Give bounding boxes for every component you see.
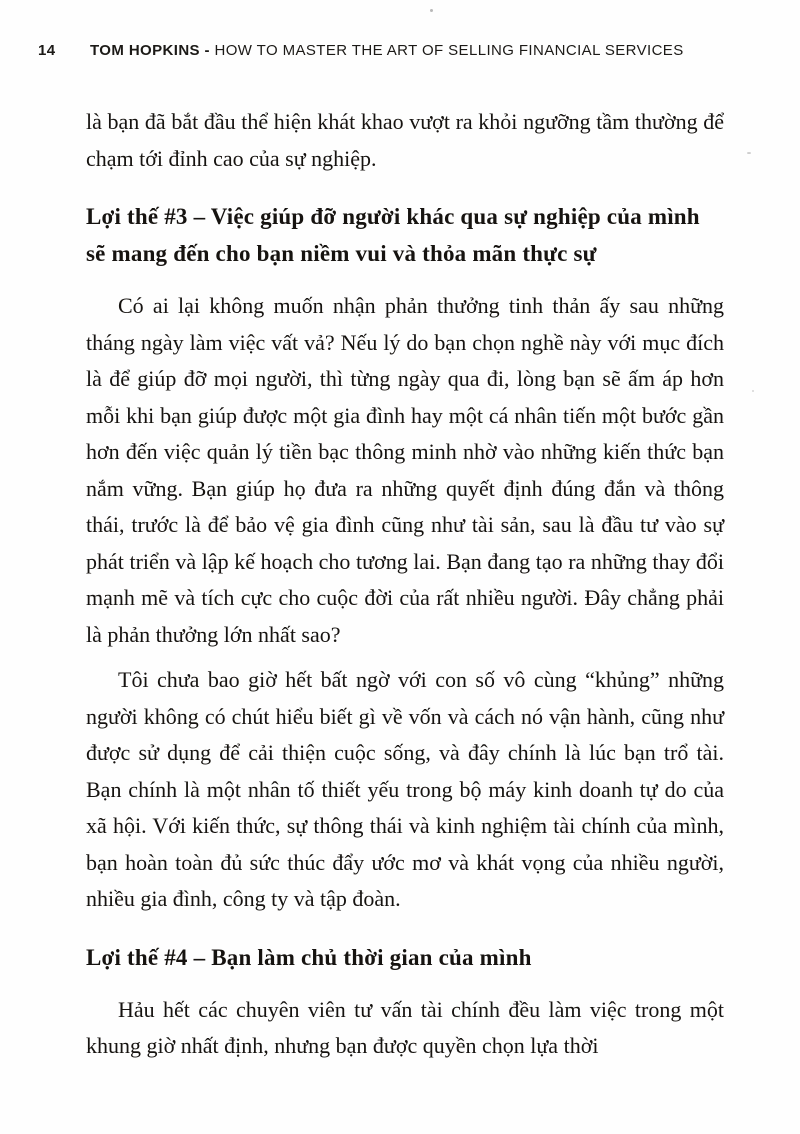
- paragraph-time: Hảu hết các chuyên viên tư vấn tài chính đều làm việc trong một khung giờ nhất định, nhưng bạn được quyền chọn lựa thời: [86, 996, 724, 1058]
- page-number: 14: [38, 42, 56, 59]
- scan-artifact-speck: [752, 390, 754, 392]
- section-heading-benefit-4: Lợi thế #4 – Bạn làm chủ thời gian của mình: [86, 944, 532, 970]
- section-heading-benefit-3: Lợi thế #3 – Việc giúp đỡ người khác qua sự nghiệp của mình sẽ mang đến cho bạn niềm vui và thỏa mãn thực sự: [86, 204, 700, 266]
- page-header: [38, 42, 750, 59]
- scan-artifact-speck: [747, 152, 751, 154]
- running-header-author: TOM HOPKINS -: [90, 42, 215, 59]
- paragraph-continued-from-previous-page: là bạn đã bắt đầu thể hiện khát khao vượt ra khỏi ngưỡng tầm thường để chạm tới đỉnh cao của sự nghiệp.: [86, 109, 724, 171]
- page-body: [86, 104, 724, 1074]
- scan-artifact-speck: [430, 9, 433, 12]
- paragraph-knowledge: Tôi chưa bao giờ hết bất ngờ với con số vô cùng “khủng” những người không có chút hiểu biết gì về vốn và cách nó vận hành, cũng như được sử dụng để cải thiện cuộc sống, và đây chính là lúc bạn trổ tài. Bạn chính là một nhân tố thiết yếu trong bộ máy kinh doanh tự do của xã hội. Với kiến thức, sự thông thái và kinh nghiệm tài chính của mình, bạn hoàn toàn đủ sức thúc đẩy ước mơ và khát vọng của nhiều người, nhiều gia đình, công ty và tập đoàn.: [86, 667, 724, 911]
- paragraph-reward: Có ai lại không muốn nhận phản thưởng tinh thản ấy sau những tháng ngày làm việc vất vả? Nếu lý do bạn chọn nghề này với mục đích là để giúp đỡ mọi người, thì từng ngày qua đi, lòng bạn sẽ ấm áp hơn mỗi khi bạn giúp được một gia đình hay một cá nhân tiến một bước gần hơn đến việc quản lý tiền bạc thông minh nhờ vào những kiến thức bạn nắm vững. Bạn giúp họ đưa ra những quyết định đúng đắn và thông thái, trước là để bảo vệ gia đình cũng như tài sản, sau là đầu tư vào sự phát triển và lập kế hoạch cho tương lai. Bạn đang tạo ra những thay đổi mạnh mẽ và tích cực cho cuộc đời của rất nhiều người. Đây chẳng phải là phản thưởng lớn nhất sao?: [86, 293, 724, 647]
- running-header-title: HOW TO MASTER THE ART OF SELLING FINANCIAL SERVICES: [214, 42, 684, 59]
